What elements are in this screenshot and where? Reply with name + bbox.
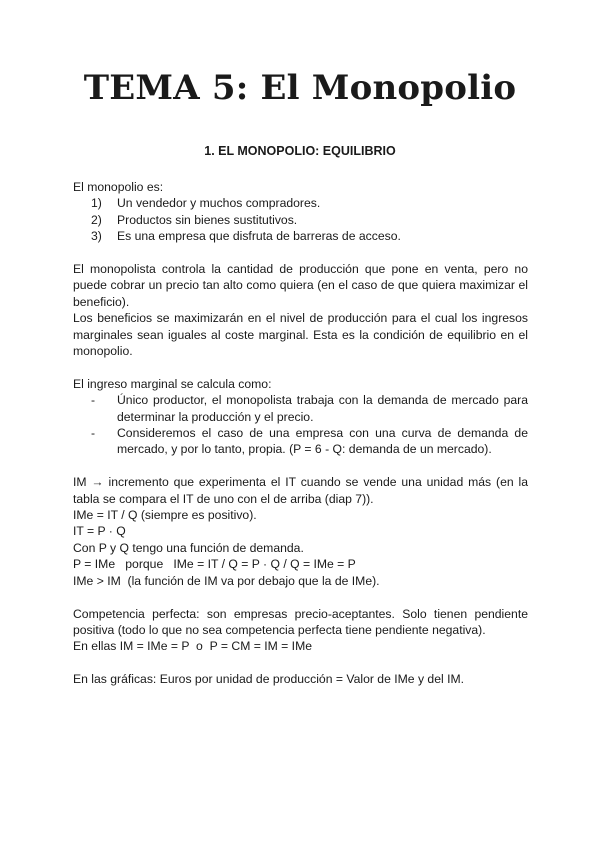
paragraph-control-production: El monopolista controla la cantidad de producción que pone en venta, pero no puede cobrar un precio tan alto como quiera (en el caso de que quiera maximizar el beneficio). xyxy=(73,262,528,309)
list-marker: 1) xyxy=(91,196,102,211)
list-item-text: Consideremos el caso de una empresa con una curva de demanda de mercado, y por lo tanto, propia. (P = 6 - Q: demanda de un mercado). xyxy=(117,426,528,457)
formula-line: Con P y Q tengo una función de demanda. xyxy=(73,540,304,555)
list-marker: - xyxy=(91,426,96,441)
page-title: TEMA 5: El Monopolio xyxy=(83,68,517,108)
list-item xyxy=(73,212,528,228)
list-item-text: Productos sin bienes sustitutivos. xyxy=(117,212,298,227)
list-item xyxy=(73,392,528,425)
list-item xyxy=(73,195,528,211)
im-list xyxy=(73,392,528,458)
paragraph-equilibrium: Los beneficios se maximizarán en el nivel de producción para el cual los ingresos marginales sean iguales al coste marginal. Esta es la condición de equilibrio en el monopolio. xyxy=(73,311,528,359)
list-marker: 2) xyxy=(91,212,102,227)
list-marker: - xyxy=(91,393,96,408)
im-intro-text: El ingreso marginal se calcula como: xyxy=(73,376,272,391)
graphs-note: En las gráficas: Euros por unidad de producción = Valor de IMe y del IM. xyxy=(73,672,464,687)
list-item xyxy=(73,228,528,244)
formula-line: P = IMe porque IMe = IT / Q = P · Q / Q = IMe = P xyxy=(73,557,356,572)
competition-equation: En ellas IM = IMe = P o P = CM = IM = IMe xyxy=(73,639,312,654)
section-heading: 1. EL MONOPOLIO: EQUILIBRIO xyxy=(204,144,396,158)
characteristics-list xyxy=(73,195,528,244)
formula-line: IMe > IM (la función de IM va por debajo que la de IMe). xyxy=(73,573,380,588)
formula-line: IM → incremento que experimenta el IT cuando se vende una unidad más (en la tabla se compara el IT de uno con el de arriba (diap 7)). xyxy=(73,475,528,506)
list-item xyxy=(73,425,528,458)
formula-line: IT = P · Q xyxy=(73,524,126,539)
competition-paragraph: Competencia perfecta: son empresas precio-aceptantes. Solo tienen pendiente positiva (todo lo que no sea competencia perfecta tiene pendiente negativa). xyxy=(73,606,528,637)
list-item-text: Es una empresa que disfruta de barreras de acceso. xyxy=(117,229,401,244)
list-marker: 3) xyxy=(91,229,102,244)
formula-line: IMe = IT / Q (siempre es positivo). xyxy=(73,508,257,523)
intro-text: El monopolio es: xyxy=(73,180,164,194)
document-body xyxy=(73,179,528,688)
list-item-text: Único productor, el monopolista trabaja con la demanda de mercado para determinar la producción y el precio. xyxy=(117,393,528,424)
list-item-text: Un vendedor y muchos compradores. xyxy=(117,196,321,211)
